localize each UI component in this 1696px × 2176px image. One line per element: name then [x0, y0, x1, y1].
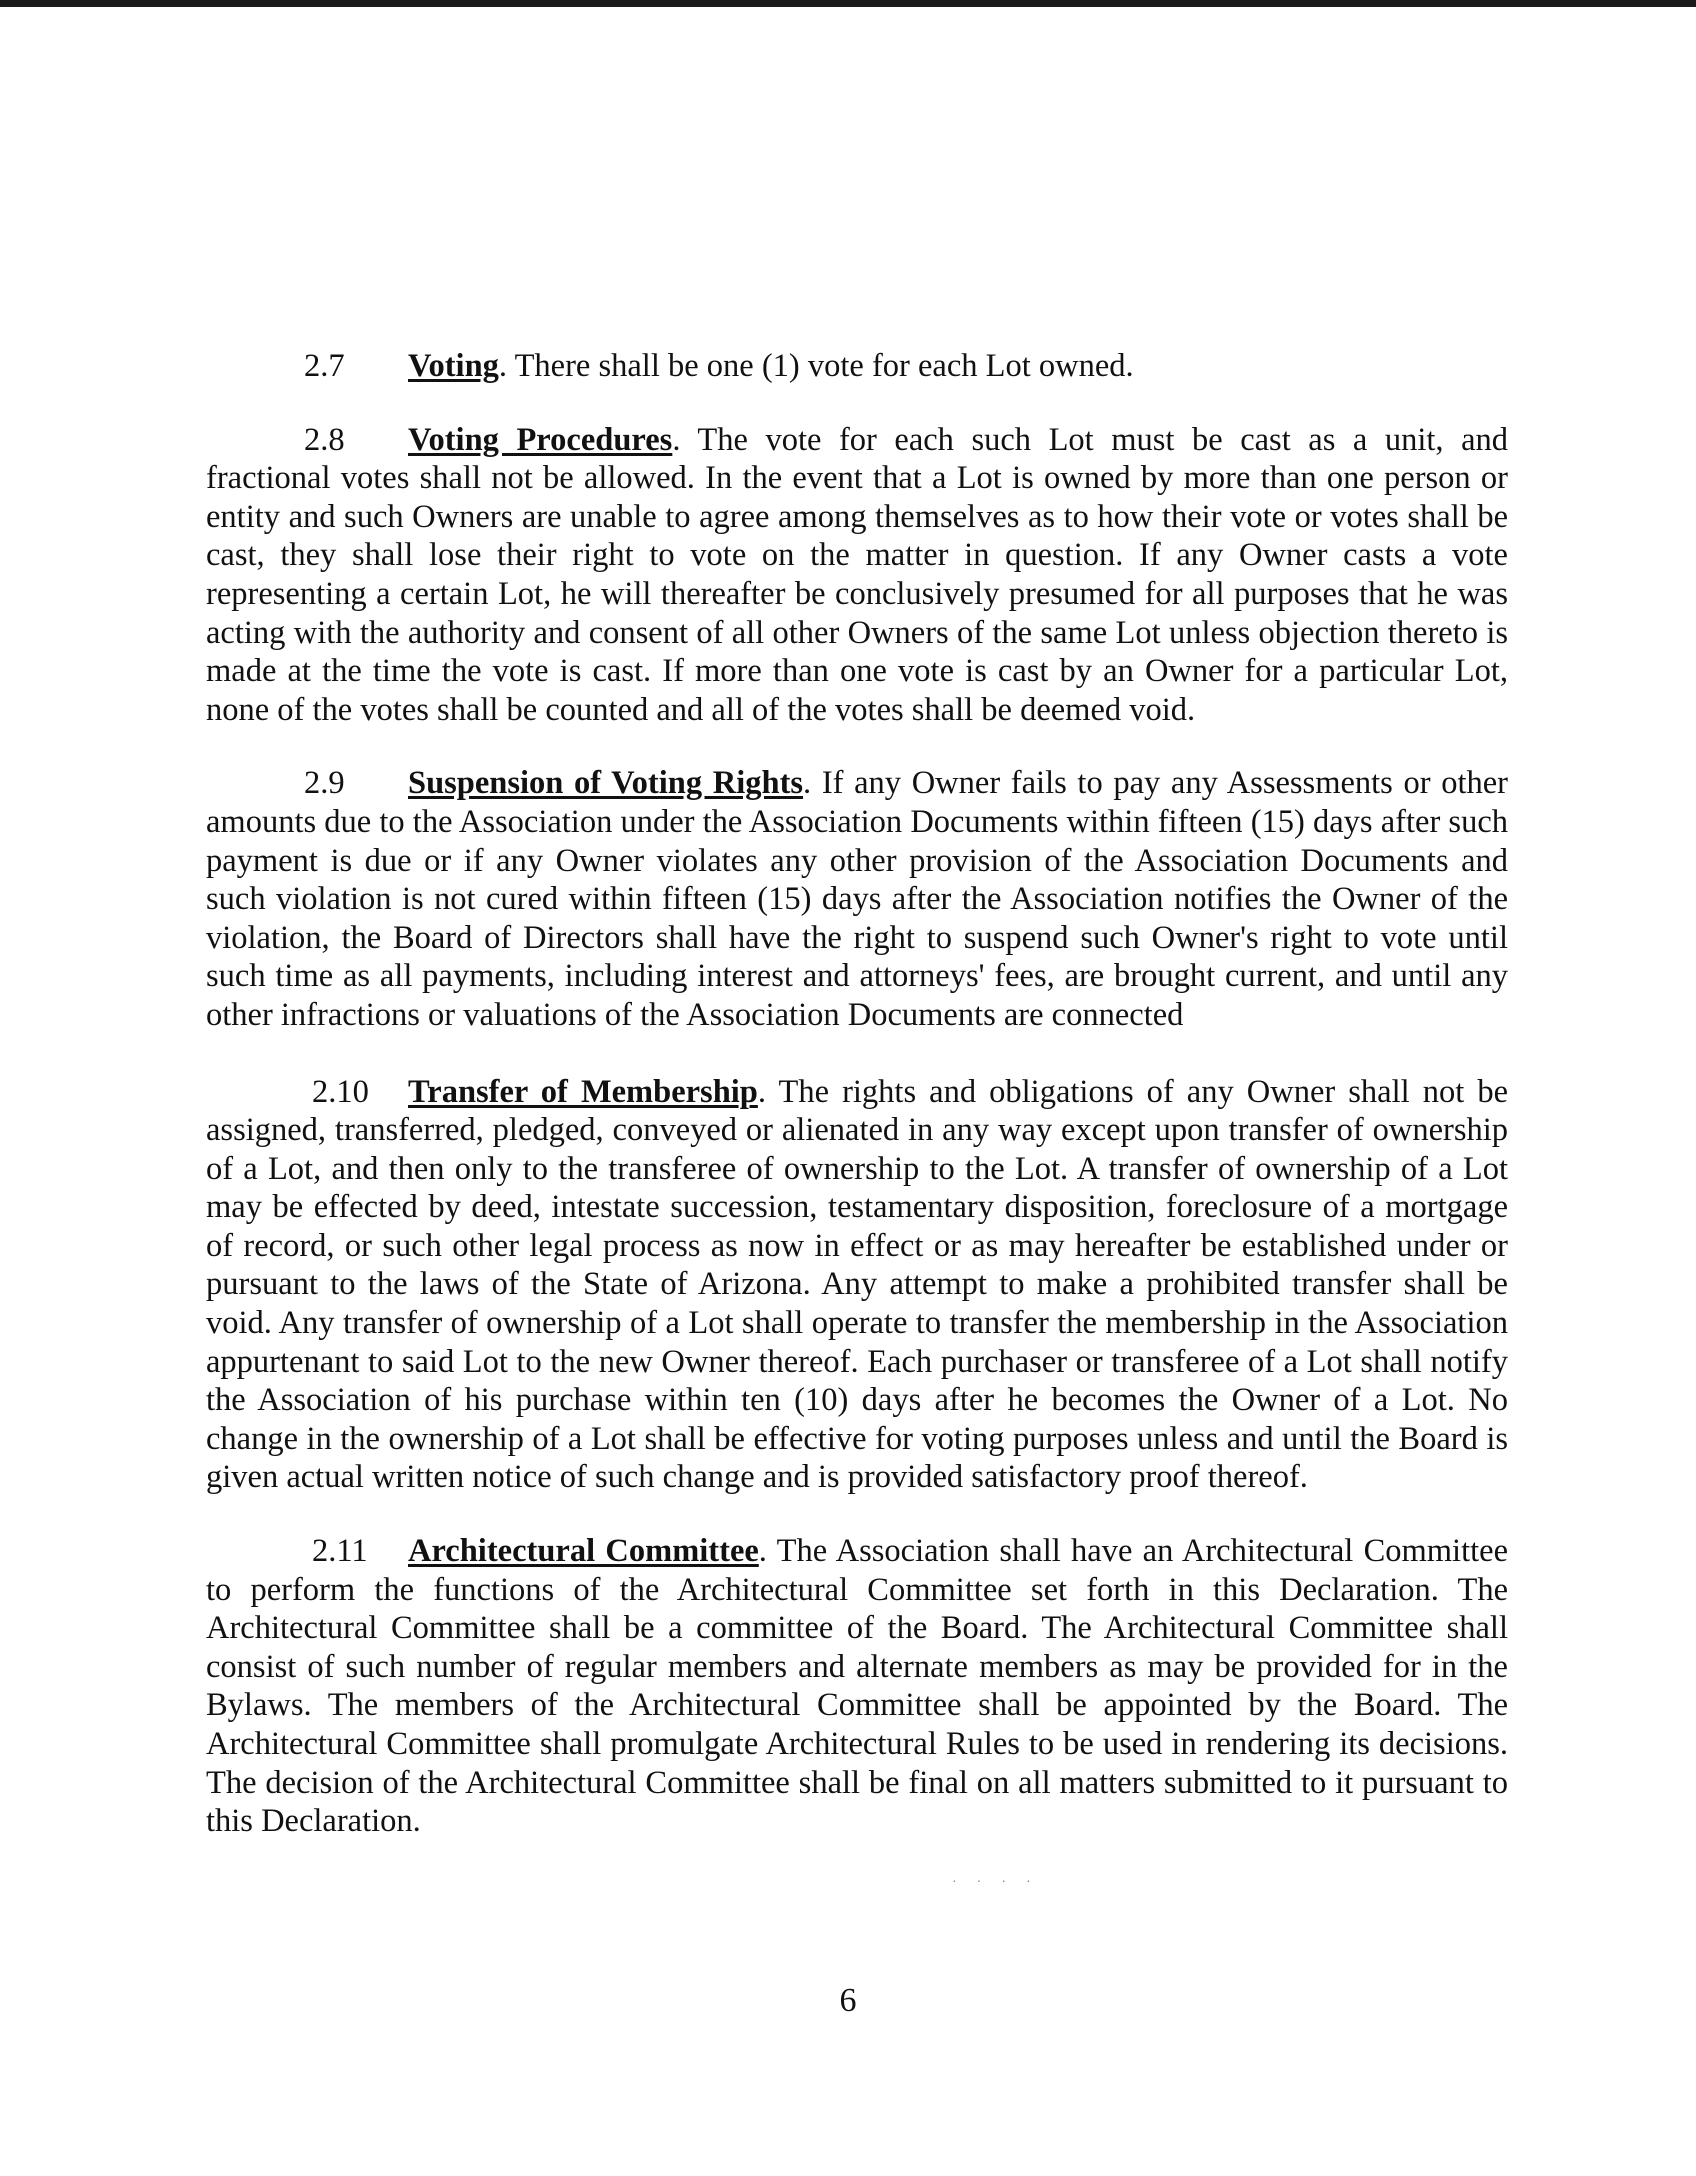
- section-title: Architectural Committee: [408, 1533, 759, 1570]
- section-title: Suspension of Voting Rights: [408, 765, 804, 802]
- section-2-10: [206, 1073, 1508, 1498]
- section-2-11: [206, 1532, 1508, 1841]
- section-title: Voting Procedures: [408, 421, 673, 458]
- section-text: . The vote for each such Lot must be cast as a unit, and fractional votes shall not be allowed. In the event that a Lot is owned by more than one person or entity and such Owners are unable to agree among themselves as to how their vote or votes shall be cast, they shall lose their right to vote on the matter in question. If any Owner casts a vote representing a certain Lot, he will thereafter be conclusively presumed for all purposes that he was acting with the authority and consent of all other Owners of the same Lot unless objection thereto is made at the time the vote is cast. If more than one vote is cast by an Owner for a particular Lot, none of the votes shall be counted and all of the votes shall be deemed void.: [206, 421, 1508, 728]
- section-text: . There shall be one (1) vote for each Lot owned.: [498, 348, 1134, 384]
- section-title: Voting: [408, 348, 499, 384]
- section-number: 2.9: [304, 765, 345, 802]
- section-number: 2.8: [304, 421, 345, 458]
- section-2-7: [206, 347, 1508, 386]
- section-2-9: [206, 764, 1508, 1034]
- section-number: 2.7: [304, 348, 345, 384]
- section-text: . The Association shall have an Architectural Committee to perform the functions of the Architectural Committee set forth in this Declaration. The Architectural Committee shall be a committee of the Board. The Architectural Committee shall consist of such number of regular members and alternate members as may be provided for in the Bylaws. The members of the Architectural Committee shall be appointed by the Board. The Architectural Committee shall promulgate Architectural Rules to be used in rendering its decisions. The decision of the Architectural Committee shall be final on all matters submitted to it pursuant to this Declaration.: [206, 1533, 1508, 1840]
- document-body: [206, 347, 1508, 1841]
- section-text: . The rights and obligations of any Owner shall not be assigned, transferred, pledged, conveyed or alienated in any way except upon transfer of ownership of a Lot, and then only to the transferee of ownership to the Lot. A transfer of ownership of a Lot may be effected by deed, intestate succession, testamentary disposition, foreclosure of a mortgage of record, or such other legal process as now in effect or as may hereafter be established under or pursuant to the laws of the State of Arizona. Any attempt to make a prohibited transfer shall be void. Any transfer of ownership of a Lot shall operate to transfer the membership in the Association appurtenant to said Lot to the new Owner thereof. Each purchaser or transferee of a Lot shall notify the Association of his purchase within ten (10) days after he becomes the Owner of a Lot. No change in the ownership of a Lot shall be effective for voting purposes unless and until the Board is given actual written notice of such change and is provided satisfactory proof thereof.: [206, 1073, 1508, 1496]
- scan-artifact-dots: ····: [952, 1875, 1051, 1890]
- page-number: 6: [839, 1982, 857, 2019]
- section-number: 2.10: [312, 1073, 369, 1110]
- scan-top-border: [0, 0, 1696, 7]
- section-number: 2.11: [312, 1533, 368, 1570]
- section-title: Transfer of Membership: [408, 1073, 758, 1110]
- section-2-8: [206, 421, 1508, 730]
- section-text: . If any Owner fails to pay any Assessments or other amounts due to the Association under the Association Documents within fifteen (15) days after such payment is due or if any Owner violates any other provision of the Association Documents and such violation is not cured within fifteen (15) days after the Association notifies the Owner of the violation, the Board of Directors shall have the right to suspend such Owner's right to vote until such time as all payments, including interest and attorneys' fees, are brought current, and until any other infractions or valuations of the Association Documents are connected: [206, 765, 1508, 1033]
